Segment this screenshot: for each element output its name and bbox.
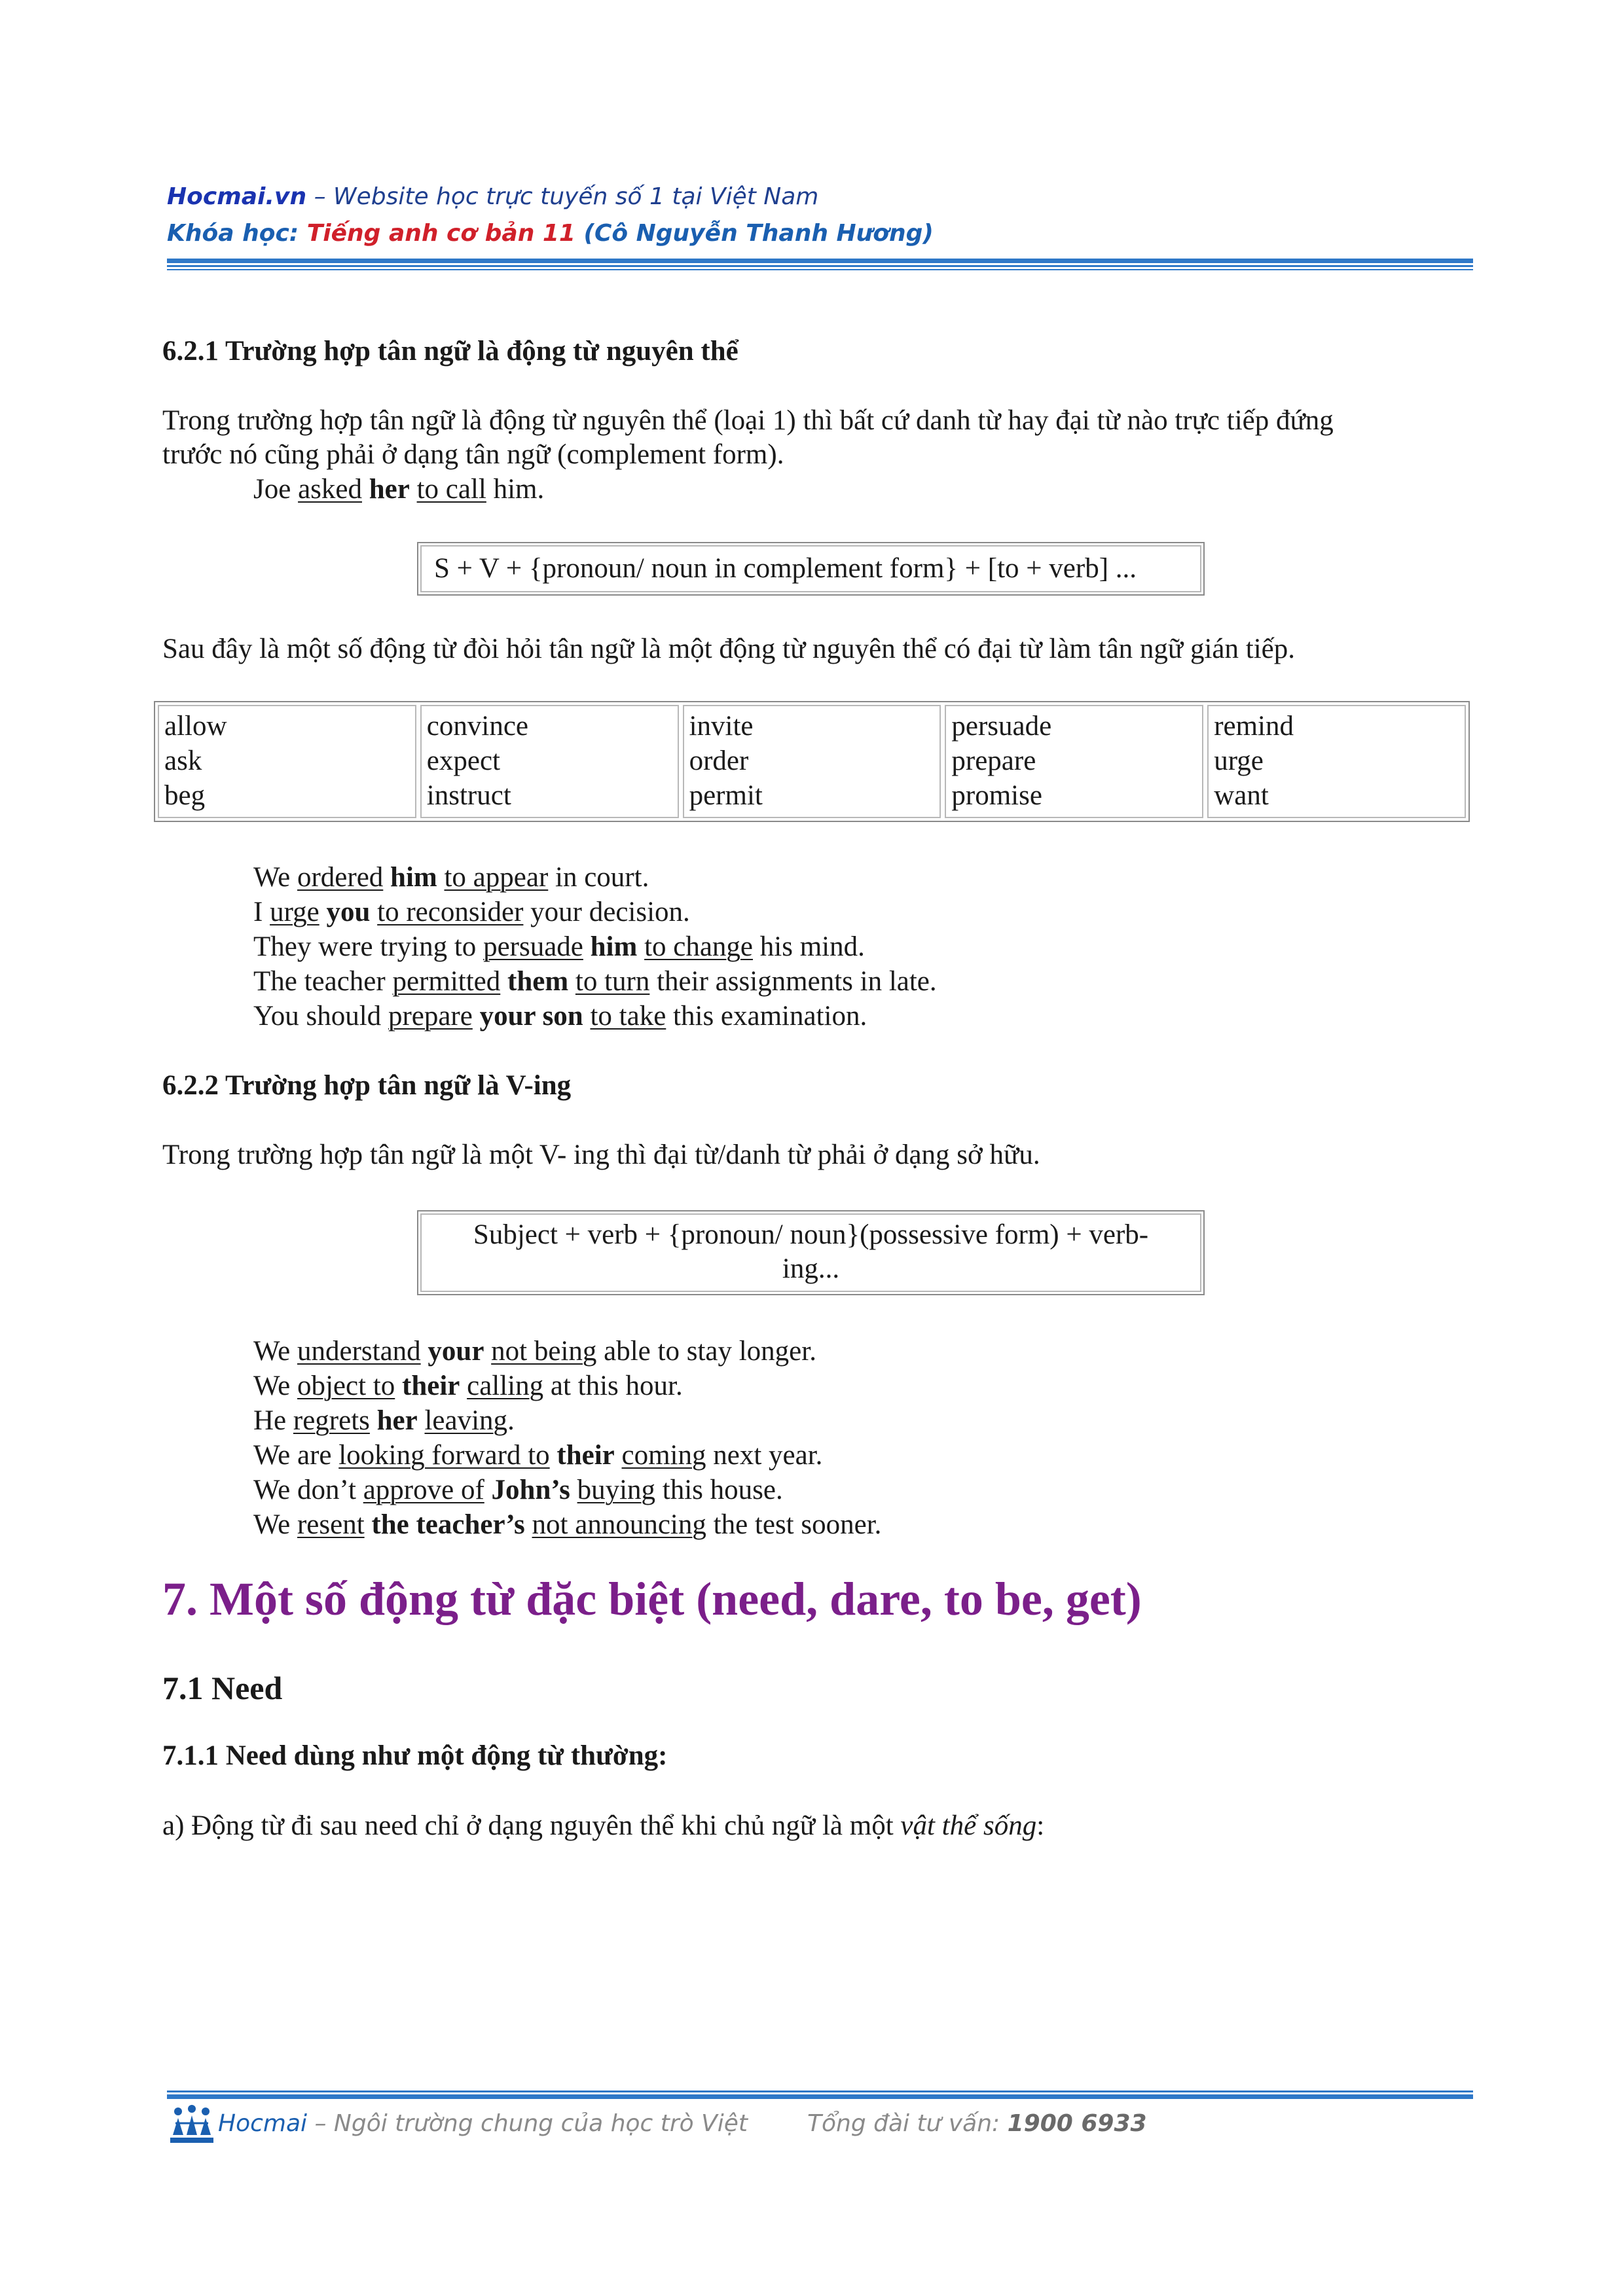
- example-space: [484, 1336, 491, 1367]
- paragraph-text: :: [1036, 1810, 1045, 1841]
- footer-hotline-label: Tổng đài tư vấn:: [807, 2110, 1008, 2137]
- example-sentence: [253, 1509, 881, 1541]
- example-space: [395, 1371, 402, 1401]
- verb-table: [154, 701, 1470, 822]
- section-621-example: [253, 473, 544, 505]
- footer-brand[interactable]: Hocmai: [218, 2110, 308, 2137]
- example-space: [370, 897, 377, 927]
- verb-cell: expect: [426, 745, 500, 776]
- example-gerund: not announcing: [532, 1509, 706, 1540]
- footer-hotline: [807, 2110, 1147, 2137]
- verb-cell: promise: [951, 780, 1042, 811]
- example-space: [525, 1509, 532, 1540]
- footer-slogan-line: [218, 2110, 748, 2137]
- example-space: [473, 1001, 480, 1031]
- example-verb: urge: [270, 897, 319, 927]
- example-sentence: [253, 965, 937, 997]
- footer-hotline-number[interactable]: 1900 6933: [1007, 2110, 1147, 2137]
- formula-box-infinitive: [417, 542, 1205, 596]
- example-verb: prepare: [388, 1001, 473, 1031]
- verb-column: [1207, 705, 1466, 818]
- example-space: [500, 966, 507, 997]
- example-text: We: [253, 1371, 297, 1401]
- verb-cell: invite: [689, 711, 754, 742]
- section-622-heading: 6.2.2 Trường hợp tân ngữ là V-ing: [162, 1070, 572, 1101]
- example-text: Joe: [253, 474, 299, 505]
- example-text: We don’t: [253, 1475, 363, 1505]
- header-divider-hairline: [167, 269, 1473, 270]
- verb-cell: allow: [164, 711, 227, 742]
- example-sentence: [253, 1474, 783, 1506]
- example-text: their assignments in late.: [649, 966, 937, 997]
- example-space: [362, 474, 369, 505]
- verb-cell: remind: [1214, 711, 1294, 742]
- verb-column: [158, 705, 416, 818]
- example-infinitive: to reconsider: [377, 897, 524, 927]
- section-621-paragraph-line1: Trong trường hợp tân ngữ là động từ nguyên thể (loại 1) thì bất cứ danh từ hay đại từ nào trực tiếp đứng: [162, 405, 1334, 436]
- example-space: [550, 1440, 557, 1471]
- section-711-heading: 7.1.1 Need dùng như một động từ thường:: [162, 1740, 668, 1771]
- example-sentence: [253, 861, 649, 893]
- example-possessive: the teacher’s: [371, 1509, 525, 1540]
- example-sentence: [253, 896, 690, 928]
- example-verb: ordered: [297, 862, 384, 893]
- example-space: [410, 474, 417, 505]
- example-space: [319, 897, 327, 927]
- header-brand[interactable]: Hocmai.vn: [167, 183, 307, 210]
- formula-box-gerund: [417, 1210, 1205, 1295]
- footer-divider-thin: [167, 2090, 1473, 2092]
- example-gerund: not being: [491, 1336, 597, 1367]
- example-space: [383, 862, 390, 893]
- example-text: They were trying to: [253, 931, 484, 962]
- example-gerund: calling: [467, 1371, 544, 1401]
- example-infinitive: to appear: [444, 862, 549, 893]
- verb-cell: order: [689, 745, 749, 776]
- example-object: them: [507, 966, 569, 997]
- verb-cell: prepare: [951, 745, 1036, 776]
- example-verb: understand: [297, 1336, 421, 1367]
- example-text: next year.: [706, 1440, 823, 1471]
- paragraph-text: a) Động từ đi sau need chỉ ở dạng nguyên thể khi chủ ngữ là một: [162, 1810, 901, 1841]
- footer-slogan: – Ngôi trường chung của học trò Việt: [307, 2110, 748, 2137]
- example-text: at this hour.: [543, 1371, 683, 1401]
- example-space: [583, 1001, 591, 1031]
- header-course-name: Tiếng anh cơ bản 11: [306, 220, 575, 247]
- example-object: your son: [479, 1001, 583, 1031]
- example-object: him: [590, 931, 638, 962]
- example-space: [637, 931, 644, 962]
- verb-cell: convince: [426, 711, 528, 742]
- example-text: I: [253, 897, 270, 927]
- header-tagline: – Website học trực tuyến số 1 tại Việt Nam: [306, 183, 819, 210]
- example-verb: looking forward to: [338, 1440, 550, 1471]
- verb-column: [945, 705, 1203, 818]
- header-divider-thin: [167, 265, 1473, 267]
- verb-column: [420, 705, 679, 818]
- example-text: your decision.: [523, 897, 690, 927]
- example-space: [568, 966, 575, 997]
- example-verb: resent: [297, 1509, 365, 1540]
- example-possessive: their: [402, 1371, 460, 1401]
- example-text: We: [253, 862, 297, 893]
- hocmai-logo-icon: [169, 2105, 215, 2144]
- section-621-heading: 6.2.1 Trường hợp tân ngữ là động từ nguyên thể: [162, 336, 739, 367]
- example-text: He: [253, 1405, 293, 1436]
- example-text: him.: [486, 474, 545, 505]
- section-622-paragraph: Trong trường hợp tân ngữ là một V- ing thì đại từ/danh từ phải ở dạng sở hữu.: [162, 1139, 1040, 1170]
- example-infinitive: to take: [590, 1001, 666, 1031]
- example-space: [421, 1336, 428, 1367]
- example-text: The teacher: [253, 966, 393, 997]
- example-space: [418, 1405, 425, 1436]
- example-space: [583, 931, 591, 962]
- section-711-paragraph: [162, 1810, 1044, 1842]
- footer-divider: [167, 2094, 1473, 2099]
- example-text: the test sooner.: [706, 1509, 882, 1540]
- example-text: able to stay longer.: [596, 1336, 816, 1367]
- example-text: We are: [253, 1440, 339, 1471]
- example-text: We: [253, 1336, 297, 1367]
- example-sentence: [253, 1000, 867, 1032]
- formula-text-line1: Subject + verb + {pronoun/ noun}(possessive form) + verb-: [473, 1219, 1149, 1250]
- example-text: You should: [253, 1001, 388, 1031]
- verb-cell: beg: [164, 780, 206, 811]
- verb-cell: ask: [164, 745, 202, 776]
- example-sentence: [253, 1405, 515, 1437]
- section-71-heading: 7.1 Need: [162, 1670, 283, 1706]
- example-space: [460, 1371, 467, 1401]
- example-text: this examination.: [666, 1001, 867, 1031]
- verb-list-intro: Sau đây là một số động từ đòi hỏi tân ngữ là một động từ nguyên thể có đại từ làm tân ngữ gián tiếp.: [162, 634, 1295, 664]
- example-space: [437, 862, 445, 893]
- example-sentence: [253, 931, 865, 963]
- example-possessive: her: [376, 1405, 418, 1436]
- example-space: [484, 1475, 492, 1505]
- example-space: [570, 1475, 577, 1505]
- example-infinitive: to turn: [575, 966, 650, 997]
- example-gerund: coming: [621, 1440, 706, 1471]
- example-space: [370, 1405, 377, 1436]
- section-7-heading: 7. Một số động từ đặc biệt (need, dare, to be, get): [162, 1573, 1142, 1625]
- example-verb: persuade: [483, 931, 583, 962]
- example-space: [365, 1509, 372, 1540]
- formula-text: S + V + {pronoun/ noun in complement form} + [to + verb] ...: [434, 553, 1137, 584]
- verb-cell: urge: [1214, 745, 1264, 776]
- example-object: him: [390, 862, 437, 893]
- header-course-line: [167, 220, 934, 247]
- example-space: [615, 1440, 622, 1471]
- header-site-line: [167, 183, 818, 210]
- verb-column: [683, 705, 941, 818]
- example-verb: permitted: [392, 966, 501, 997]
- formula-text-line2: ing...: [782, 1253, 840, 1284]
- section-621-paragraph-line2: trước nó cũng phải ở dạng tân ngữ (complement form).: [162, 439, 784, 470]
- example-infinitive: to call: [416, 474, 486, 505]
- example-object: you: [326, 897, 371, 927]
- example-possessive: John’s: [491, 1475, 570, 1505]
- example-infinitive: to change: [644, 931, 754, 962]
- example-verb: approve of: [363, 1475, 484, 1505]
- example-verb: asked: [298, 474, 362, 505]
- example-possessive: your: [428, 1336, 484, 1367]
- example-text: .: [507, 1405, 515, 1436]
- example-sentence: [253, 1439, 822, 1471]
- header-course-prefix: Khóa học:: [167, 220, 307, 247]
- example-possessive: their: [556, 1440, 615, 1471]
- example-gerund: leaving: [424, 1405, 508, 1436]
- example-text: this house.: [655, 1475, 783, 1505]
- verb-cell: instruct: [426, 780, 511, 811]
- example-text: in court.: [548, 862, 649, 893]
- example-sentence: [253, 1335, 816, 1367]
- example-text: We: [253, 1509, 297, 1540]
- example-object: her: [369, 474, 410, 505]
- header-divider: [167, 259, 1473, 263]
- example-gerund: buying: [577, 1475, 656, 1505]
- paragraph-emphasis: vật thể sống: [900, 1810, 1037, 1841]
- example-verb: object to: [297, 1371, 395, 1401]
- verb-cell: permit: [689, 780, 763, 811]
- example-text: his mind.: [753, 931, 865, 962]
- verb-cell: persuade: [951, 711, 1052, 742]
- verb-cell: want: [1214, 780, 1269, 811]
- example-verb: regrets: [293, 1405, 370, 1436]
- example-sentence: [253, 1370, 683, 1402]
- header-teacher: (Cô Nguyễn Thanh Hương): [575, 220, 934, 247]
